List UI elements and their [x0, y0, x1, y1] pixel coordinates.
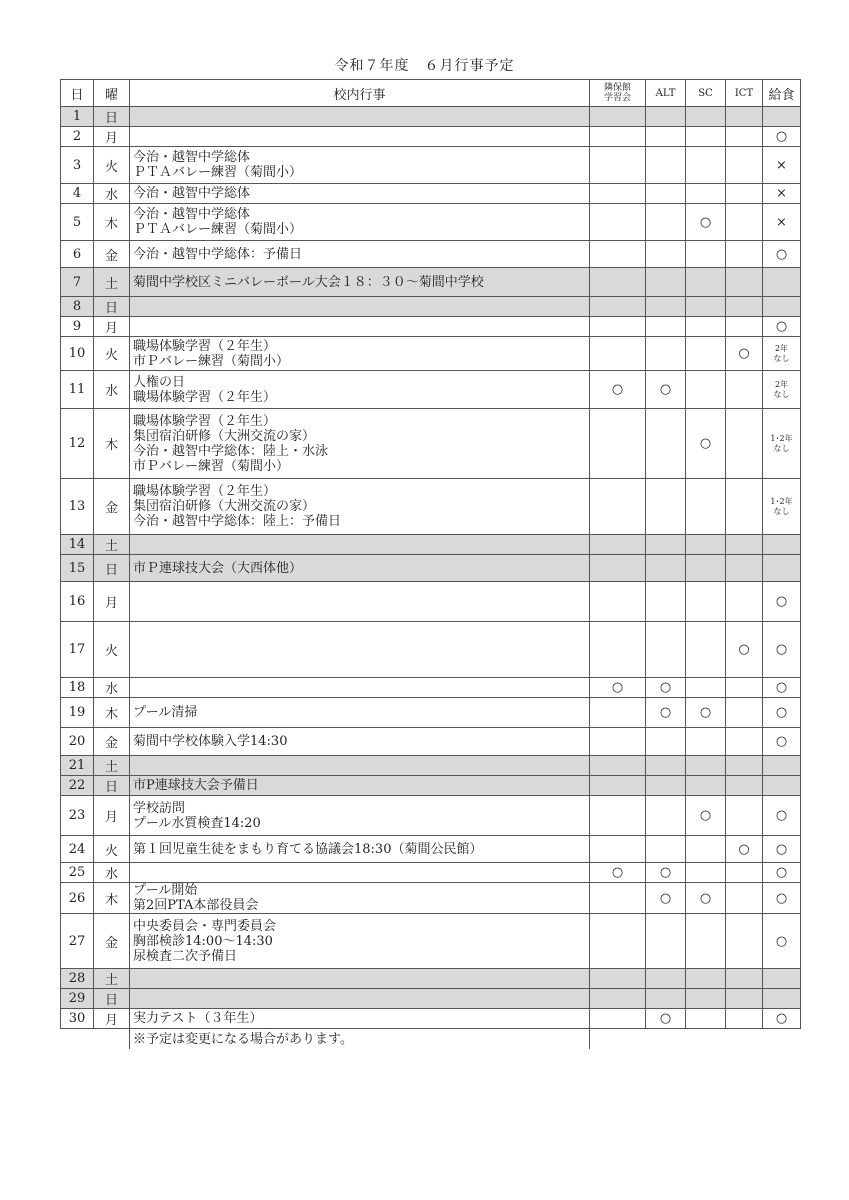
events-cell: 今治・越智中学総体: [130, 184, 590, 204]
ict-cell: [726, 989, 763, 1009]
study-group-cell: [590, 883, 646, 914]
study-group-cell: [590, 409, 646, 479]
schedule-row: [61, 883, 801, 914]
schedule-row: [61, 204, 801, 241]
events-cell: [130, 622, 590, 678]
day-cell: 8: [61, 297, 94, 317]
schedule-row: [61, 147, 801, 184]
meal-note: 2年 なし: [773, 343, 790, 363]
weekday-cell: 火: [94, 836, 130, 863]
schedule-row: [61, 756, 801, 776]
alt-cell: [646, 317, 686, 337]
alt-cell: [646, 147, 686, 184]
schedule-row: [61, 127, 801, 147]
ict-cell: [726, 914, 763, 969]
header-day: 日: [61, 80, 94, 107]
schedule-row: [61, 622, 801, 678]
day-cell: 3: [61, 147, 94, 184]
alt-cell: [646, 268, 686, 297]
day-cell: 6: [61, 241, 94, 268]
ict-cell: [726, 535, 763, 555]
weekday-cell: 月: [94, 582, 130, 622]
day-cell: 23: [61, 796, 94, 836]
study-group-cell: [590, 836, 646, 863]
schedule-row: [61, 776, 801, 796]
day-cell: 17: [61, 622, 94, 678]
header-sc: SC: [686, 80, 726, 107]
ict-cell: [726, 371, 763, 409]
ict-cell: ○: [726, 622, 763, 678]
weekday-cell: 木: [94, 204, 130, 241]
day-cell: 15: [61, 555, 94, 582]
study-group-cell: [590, 914, 646, 969]
ict-cell: [726, 241, 763, 268]
alt-cell: [646, 914, 686, 969]
alt-cell: [646, 796, 686, 836]
schedule-row: [61, 317, 801, 337]
sc-cell: [686, 969, 726, 989]
meal-cell: [763, 969, 801, 989]
schedule-row: [61, 479, 801, 535]
meal-note: 2年 なし: [773, 379, 790, 399]
sc-cell: [686, 555, 726, 582]
schedule-row: [61, 796, 801, 836]
weekday-cell: 土: [94, 969, 130, 989]
ict-cell: [726, 268, 763, 297]
weekday-cell: 金: [94, 479, 130, 535]
sc-cell: [686, 127, 726, 147]
sc-cell: ○: [686, 883, 726, 914]
weekday-cell: 月: [94, 1009, 130, 1029]
sc-cell: [686, 914, 726, 969]
day-cell: 21: [61, 756, 94, 776]
sc-cell: [686, 371, 726, 409]
meal-cell: ○: [763, 796, 801, 836]
day-cell: 10: [61, 337, 94, 371]
study-group-cell: ○: [590, 371, 646, 409]
events-cell: プール開始 第2回PTA本部役員会: [130, 883, 590, 914]
sc-cell: ○: [686, 796, 726, 836]
weekday-cell: 日: [94, 989, 130, 1009]
events-cell: [130, 863, 590, 883]
study-group-cell: [590, 555, 646, 582]
schedule-row: [61, 555, 801, 582]
weekday-cell: 木: [94, 698, 130, 728]
alt-cell: [646, 479, 686, 535]
alt-cell: [646, 776, 686, 796]
study-group-cell: [590, 127, 646, 147]
sc-cell: ○: [686, 409, 726, 479]
study-group-cell: [590, 317, 646, 337]
events-cell: [130, 297, 590, 317]
alt-cell: [646, 241, 686, 268]
schedule-table: [60, 79, 801, 1049]
schedule-row: [61, 337, 801, 371]
schedule-row: [61, 969, 801, 989]
weekday-cell: 火: [94, 147, 130, 184]
alt-cell: ○: [646, 883, 686, 914]
sc-cell: [686, 756, 726, 776]
meal-note: 1･2年 なし: [770, 496, 793, 516]
ict-cell: [726, 479, 763, 535]
schedule-row: [61, 914, 801, 969]
study-group-cell: [590, 107, 646, 127]
events-cell: 市Ｐ連球技大会（大西体他）: [130, 555, 590, 582]
meal-note: 1･2年 なし: [770, 433, 793, 453]
meal-cell: ○: [763, 241, 801, 268]
sc-cell: [686, 268, 726, 297]
day-cell: 28: [61, 969, 94, 989]
ict-cell: [726, 127, 763, 147]
meal-cell: ×: [763, 204, 801, 241]
weekday-cell: 水: [94, 184, 130, 204]
sc-cell: [686, 337, 726, 371]
weekday-cell: 金: [94, 728, 130, 756]
meal-cell: ○: [763, 582, 801, 622]
events-cell: [130, 127, 590, 147]
events-cell: 職場体験学習（２年生） 市Ｐバレー練習（菊間小）: [130, 337, 590, 371]
events-cell: [130, 969, 590, 989]
schedule-row: [61, 268, 801, 297]
study-group-cell: [590, 582, 646, 622]
meal-cell: ○: [763, 678, 801, 698]
day-cell: 30: [61, 1009, 94, 1029]
alt-cell: [646, 969, 686, 989]
study-group-cell: [590, 698, 646, 728]
header-weekday: 曜: [94, 80, 130, 107]
sc-cell: [686, 107, 726, 127]
weekday-cell: 火: [94, 337, 130, 371]
study-group-cell: [590, 989, 646, 1009]
alt-cell: [646, 756, 686, 776]
header-alt: ALT: [646, 80, 686, 107]
day-cell: 18: [61, 678, 94, 698]
alt-cell: [646, 555, 686, 582]
meal-cell: [763, 268, 801, 297]
weekday-cell: 月: [94, 796, 130, 836]
study-group-cell: [590, 184, 646, 204]
alt-cell: [646, 535, 686, 555]
day-cell: 20: [61, 728, 94, 756]
meal-cell: [763, 409, 801, 479]
events-cell: 菊間中学校区ミニバレーボール大会１８：３０～菊間中学校: [130, 268, 590, 297]
weekday-cell: 水: [94, 863, 130, 883]
study-group-cell: [590, 776, 646, 796]
header-meal: 給食: [763, 80, 801, 107]
weekday-cell: 木: [94, 883, 130, 914]
meal-cell: [763, 776, 801, 796]
ict-cell: [726, 409, 763, 479]
events-cell: [130, 678, 590, 698]
day-cell: 9: [61, 317, 94, 337]
events-cell: 市P連球技大会予備日: [130, 776, 590, 796]
day-cell: 12: [61, 409, 94, 479]
alt-cell: [646, 989, 686, 1009]
meal-cell: [763, 107, 801, 127]
events-cell: [130, 535, 590, 555]
day-cell: 19: [61, 698, 94, 728]
ict-cell: [726, 796, 763, 836]
sc-cell: [686, 241, 726, 268]
schedule-row: [61, 241, 801, 268]
meal-cell: [763, 479, 801, 535]
alt-cell: [646, 622, 686, 678]
meal-cell: ○: [763, 863, 801, 883]
meal-cell: ○: [763, 1009, 801, 1029]
meal-cell: [763, 555, 801, 582]
schedule-row: [61, 836, 801, 863]
day-cell: 13: [61, 479, 94, 535]
sc-cell: [686, 678, 726, 698]
sc-cell: [686, 1009, 726, 1029]
sc-cell: [686, 317, 726, 337]
study-group-cell: [590, 728, 646, 756]
meal-cell: [763, 371, 801, 409]
alt-cell: ○: [646, 698, 686, 728]
header-row: [61, 80, 801, 107]
meal-cell: ○: [763, 728, 801, 756]
ict-cell: [726, 863, 763, 883]
day-cell: 5: [61, 204, 94, 241]
ict-cell: [726, 756, 763, 776]
sc-cell: [686, 728, 726, 756]
weekday-cell: 木: [94, 409, 130, 479]
weekday-cell: 水: [94, 371, 130, 409]
meal-cell: ○: [763, 127, 801, 147]
weekday-cell: 月: [94, 317, 130, 337]
sc-cell: [686, 147, 726, 184]
sc-cell: [686, 863, 726, 883]
sc-cell: [686, 776, 726, 796]
ict-cell: [726, 147, 763, 184]
study-group-cell: [590, 241, 646, 268]
weekday-cell: 日: [94, 297, 130, 317]
study-group-cell: [590, 147, 646, 184]
schedule-row: [61, 297, 801, 317]
events-cell: [130, 989, 590, 1009]
events-cell: [130, 317, 590, 337]
meal-cell: ○: [763, 836, 801, 863]
header-events: 校内行事: [130, 80, 590, 107]
weekday-cell: 火: [94, 622, 130, 678]
events-cell: 今治・越智中学総体 ＰＴＡバレー練習（菊間小）: [130, 204, 590, 241]
alt-cell: ○: [646, 371, 686, 409]
sc-cell: [686, 582, 726, 622]
alt-cell: ○: [646, 678, 686, 698]
header-study-group: 隣保館 学習会: [590, 80, 646, 107]
ict-cell: [726, 297, 763, 317]
ict-cell: [726, 107, 763, 127]
events-cell: 第１回児童生徒をまもり育てる協議会18:30（菊間公民館）: [130, 836, 590, 863]
schedule-row: [61, 409, 801, 479]
day-cell: 26: [61, 883, 94, 914]
events-cell: [130, 107, 590, 127]
meal-cell: [763, 337, 801, 371]
weekday-cell: 日: [94, 555, 130, 582]
sc-cell: [686, 535, 726, 555]
events-cell: 中央委員会・専門委員会 胸部検診14:00～14:30 尿検査二次予備日: [130, 914, 590, 969]
schedule-row: [61, 535, 801, 555]
schedule-row: [61, 107, 801, 127]
study-group-cell: [590, 1009, 646, 1029]
schedule-row: [61, 678, 801, 698]
ict-cell: [726, 204, 763, 241]
events-cell: 今治・越智中学総体 ＰＴＡバレー練習（菊間小）: [130, 147, 590, 184]
meal-cell: [763, 297, 801, 317]
sc-cell: [686, 836, 726, 863]
study-group-cell: [590, 535, 646, 555]
meal-cell: ×: [763, 147, 801, 184]
day-cell: 2: [61, 127, 94, 147]
sc-cell: ○: [686, 204, 726, 241]
weekday-cell: 日: [94, 107, 130, 127]
sc-cell: [686, 989, 726, 1009]
sc-cell: [686, 184, 726, 204]
meal-cell: [763, 989, 801, 1009]
schedule-row: [61, 184, 801, 204]
day-cell: 25: [61, 863, 94, 883]
day-cell: 11: [61, 371, 94, 409]
alt-cell: [646, 409, 686, 479]
schedule-row: [61, 371, 801, 409]
day-cell: 16: [61, 582, 94, 622]
study-group-cell: [590, 297, 646, 317]
sc-cell: [686, 479, 726, 535]
schedule-note: ※予定は変更になる場合があります。: [130, 1029, 590, 1050]
ict-cell: [726, 555, 763, 582]
schedule-row: [61, 728, 801, 756]
study-group-cell: [590, 479, 646, 535]
alt-cell: [646, 582, 686, 622]
header-ict: ICT: [726, 80, 763, 107]
day-cell: 7: [61, 268, 94, 297]
weekday-cell: 日: [94, 776, 130, 796]
events-cell: 学校訪問 プール水質検査14:20: [130, 796, 590, 836]
meal-cell: [763, 756, 801, 776]
meal-cell: ○: [763, 914, 801, 969]
note-row: [61, 1029, 801, 1050]
ict-cell: ○: [726, 836, 763, 863]
study-group-cell: ○: [590, 863, 646, 883]
weekday-cell: 金: [94, 914, 130, 969]
weekday-cell: 土: [94, 268, 130, 297]
ict-cell: [726, 317, 763, 337]
events-cell: プール清掃: [130, 698, 590, 728]
page-title: 令和７年度 ６月行事予定: [334, 58, 515, 74]
meal-cell: ×: [763, 184, 801, 204]
study-group-cell: ○: [590, 678, 646, 698]
ict-cell: [726, 184, 763, 204]
ict-cell: [726, 969, 763, 989]
day-cell: 4: [61, 184, 94, 204]
ict-cell: [726, 698, 763, 728]
alt-cell: [646, 297, 686, 317]
events-cell: [130, 582, 590, 622]
study-group-cell: [590, 969, 646, 989]
day-cell: 24: [61, 836, 94, 863]
study-group-cell: [590, 756, 646, 776]
events-cell: 今治・越智中学総体：予備日: [130, 241, 590, 268]
meal-cell: ○: [763, 698, 801, 728]
sc-cell: [686, 622, 726, 678]
alt-cell: [646, 107, 686, 127]
study-group-cell: [590, 622, 646, 678]
day-cell: 14: [61, 535, 94, 555]
day-cell: 22: [61, 776, 94, 796]
meal-cell: ○: [763, 317, 801, 337]
schedule-row: [61, 863, 801, 883]
day-cell: 29: [61, 989, 94, 1009]
ict-cell: [726, 678, 763, 698]
alt-cell: [646, 836, 686, 863]
day-cell: 1: [61, 107, 94, 127]
study-group-cell: [590, 337, 646, 371]
weekday-cell: 水: [94, 678, 130, 698]
events-cell: [130, 756, 590, 776]
events-cell: 菊間中学校体験入学14:30: [130, 728, 590, 756]
weekday-cell: 金: [94, 241, 130, 268]
schedule-row: [61, 1009, 801, 1029]
alt-cell: [646, 728, 686, 756]
alt-cell: ○: [646, 1009, 686, 1029]
events-cell: 実力テスト（３年生）: [130, 1009, 590, 1029]
schedule-row: [61, 582, 801, 622]
ict-cell: [726, 883, 763, 914]
meal-cell: [763, 535, 801, 555]
events-cell: 職場体験学習（２年生） 集団宿泊研修（大洲交流の家） 今治・越智中学総体：陸上・水泳 市Ｐバレー練習（菊間小）: [130, 409, 590, 479]
events-cell: 職場体験学習（２年生） 集団宿泊研修（大洲交流の家） 今治・越智中学総体：陸上：予備日: [130, 479, 590, 535]
events-cell: 人権の日 職場体験学習（２年生）: [130, 371, 590, 409]
sc-cell: ○: [686, 698, 726, 728]
schedule-row: [61, 698, 801, 728]
study-group-cell: [590, 796, 646, 836]
alt-cell: [646, 204, 686, 241]
study-group-cell: [590, 204, 646, 241]
schedule-body: [61, 107, 801, 1029]
schedule-row: [61, 989, 801, 1009]
study-group-cell: [590, 268, 646, 297]
ict-cell: ○: [726, 337, 763, 371]
meal-cell: ○: [763, 883, 801, 914]
ict-cell: [726, 1009, 763, 1029]
alt-cell: ○: [646, 863, 686, 883]
ict-cell: [726, 776, 763, 796]
meal-cell: ○: [763, 622, 801, 678]
day-cell: 27: [61, 914, 94, 969]
weekday-cell: 土: [94, 535, 130, 555]
alt-cell: [646, 337, 686, 371]
ict-cell: [726, 582, 763, 622]
ict-cell: [726, 728, 763, 756]
alt-cell: [646, 184, 686, 204]
weekday-cell: 土: [94, 756, 130, 776]
sc-cell: [686, 297, 726, 317]
weekday-cell: 月: [94, 127, 130, 147]
alt-cell: [646, 127, 686, 147]
